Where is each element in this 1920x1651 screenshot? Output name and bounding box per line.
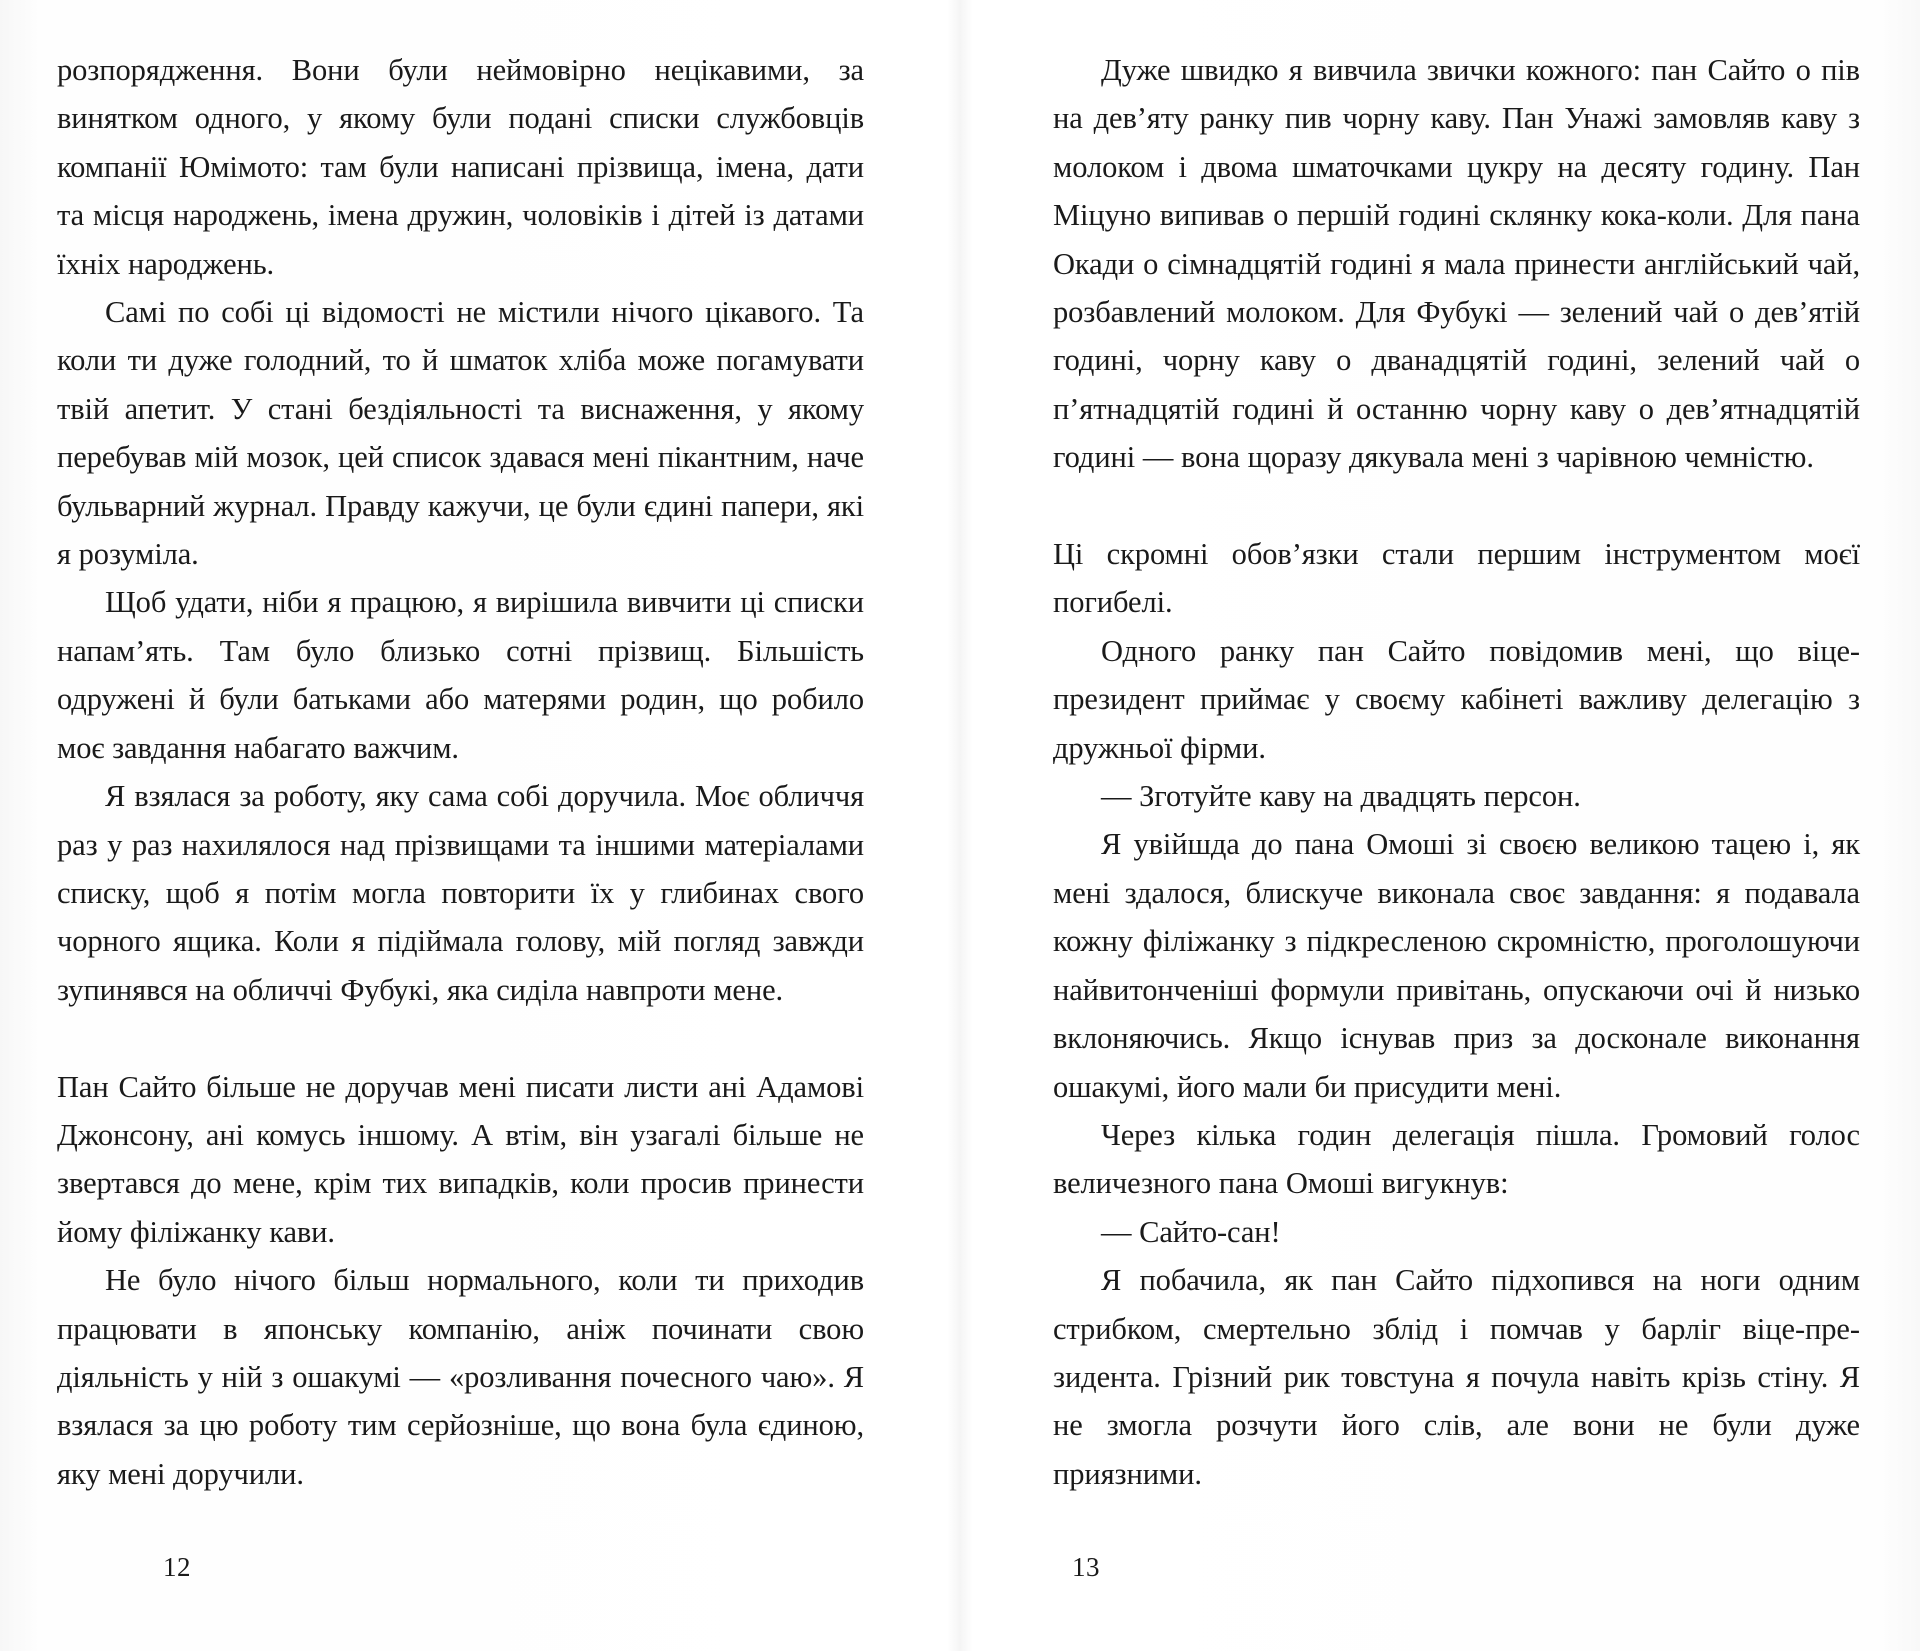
page-right: [960, 0, 1920, 1651]
page-right-textblock: [1053, 46, 1860, 1498]
paragraph: Через кілька годин делегація пішла. Громовий голос величезного пана Омоші вигукнув:: [1053, 1117, 1860, 1201]
paragraph: Дуже швидко я вивчила звички кожного: пан Сайто о пів на дев’яту ранку пив чорну каву. Пан Унажі замовляв каву з молоком і двома шматочками цукру на десяту годину. Пан Міцуно випивав о першій годині склянку кока-коли. Для пана Окади о сімнадцятій годині я мала принести англійський чай, розбавлений молоком. Для Фубукі — зелений чай о дев’ятій годині, чорну каву о дванадцятій годині, зелений чай о п’ятнадцятій годині й останню чорну каву о дев’ятнадцятій годині — вона щоразу дякувала мені з чарівною чемністю.: [1053, 53, 1860, 475]
paragraph-dialogue: — Сайто-сан!: [1101, 1214, 1281, 1249]
paragraph: Я побачила, як пан Сайто підхопився на ноги одним стрибком, смертельно зблід і помчав у барліг віце-президента. Грізний рик товстуна я почула навіть крізь стіну. Я не змогла розчути його слів, але вони не були дуже приязними.: [1053, 1263, 1860, 1491]
paragraph: розпорядження. Вони були неймовірно нецікавими, за винятком одного, у якому були подані списки службовців компанії Юмімото: там були написані прізвища, імена, дати та місця народжень, імена дружин, чоловіків і дітей із датами їхніх народжень.: [57, 53, 864, 281]
paragraph: Не було нічого більш нормального, коли ти приходив працювати в японську компанію, аніж починати свою діяльність у ній з ошакумі — «розливання почесного чаю». Я взялася за цю роботу тим серйозніше, що вона була єдиною, яку мені доручили.: [57, 1263, 864, 1491]
paragraph-dialogue: — Зготуйте каву на двадцять персон.: [1101, 779, 1581, 814]
paragraph-section-break: Пан Сайто більше не доручав мені писати листи ані Адамові Джонсону, ані комусь іншому. А втім, він узагалі більше не звертався до мене, крім тих випадків, коли просив принести йому філіжанку кави.: [57, 1069, 864, 1249]
paragraph: Одного ранку пан Сайто повідомив мені, що віце-президент приймає у своєму кабінеті важливу делегацію з дружньої фірми.: [1053, 633, 1860, 765]
page-number-left: 12: [163, 1552, 191, 1582]
paragraph: Самі по собі ці відомості не містили нічого цікавого. Та коли ти дуже голодний, то й шматок хліба може погамувати твій апетит. У стані бездіяльності та виснаження, у якому перебував мій мозок, цей список здавася мені пікантним, наче бульварний журнал. Правду кажучи, це були єдині папери, які я розуміла.: [57, 295, 864, 572]
paragraph: Щоб удати, ніби я працюю, я вирішила вивчити ці списки напам’ять. Там було близько сотні прізвищ. Більшість одружені й були батьками або матерями родин, що робило моє завдання набагато важчим.: [57, 585, 864, 765]
paragraph: Я взялася за роботу, яку сама собі доручила. Моє обличчя раз у раз нахилялося над прізвищами та іншими матеріалами списку, щоб я потім могла повторити їх у глибинах свого чорного ящика. Коли я підіймала голову, мій погляд завжди зупинявся на обличчі Фубукі, яка сиділа навпроти мене.: [57, 779, 864, 1007]
page-number-right: 13: [1072, 1552, 1100, 1582]
page-left-textblock: [57, 46, 864, 1498]
paragraph-section-break: Ці скромні обов’язки стали першим інструментом моєї погибелі.: [1053, 537, 1860, 620]
paragraph: Я увійшда до пана Омоші зі своєю великою тацею і, як мені здалося, блискуче виконала своє завдання: я подавала кожну філіжанку з підкресленою скромністю, проголошуючи найвитонченіші формули привітань, опускаючи очі й низько вклоняючись. Якщо існував приз за досконале виконання ошакумі, його мали би присудити мені.: [1053, 827, 1860, 1104]
